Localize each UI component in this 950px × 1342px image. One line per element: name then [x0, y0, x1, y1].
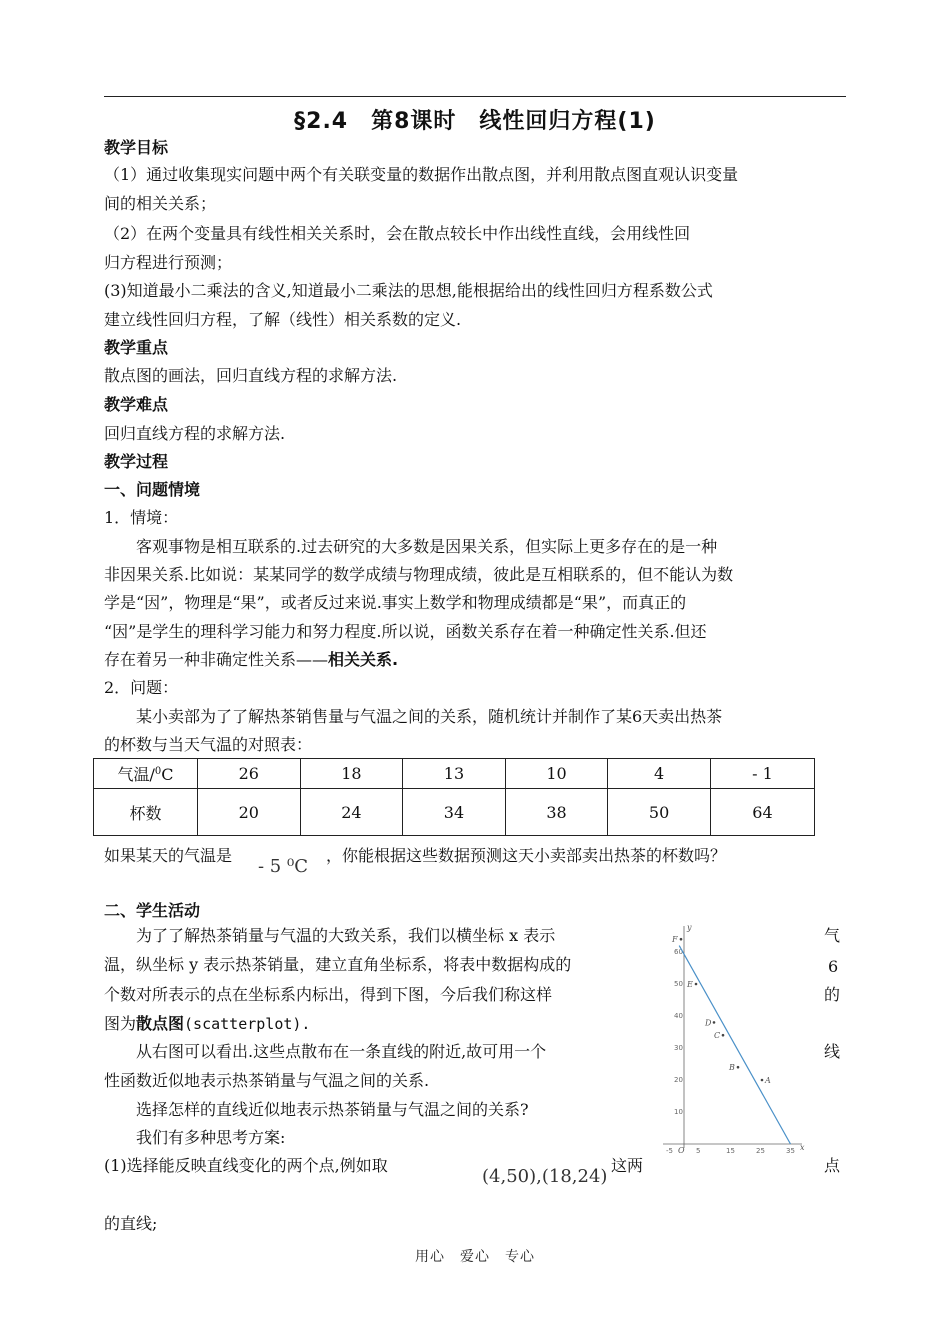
section1-heading: 一、问题情境: [104, 480, 201, 499]
origin-label: O: [678, 1146, 685, 1155]
y-tick-label: 30: [674, 1044, 683, 1052]
y-tick-label: 10: [674, 1108, 683, 1116]
goal-line: 建立线性回归方程，了解（线性）相关系数的定义.: [104, 310, 462, 329]
item1-label: 1．情境：: [104, 508, 179, 527]
table-cell: - 1: [710, 759, 814, 789]
temp-label: 气温/: [117, 765, 155, 784]
scatter-term: 散点图: [136, 1014, 185, 1033]
para-line: 非因果关系.比如说：某某同学的数学成绩与物理成绩，彼此是互相联系的，但不能认为数: [104, 565, 734, 584]
para-last-prefix: 存在着另一种非确定性关系——: [104, 650, 329, 669]
difficulties-heading: 教学难点: [104, 395, 169, 414]
activity-line: 性函数近似地表示热茶销量与气温之间的关系.: [104, 1071, 430, 1090]
difficulties-text: 回归直线方程的求解方法.: [104, 424, 286, 443]
page-footer: 用心 爱心 专心: [415, 1249, 535, 1265]
key-points-heading: 教学重点: [104, 338, 169, 357]
activity-line: 我们有多种思考方案:: [104, 1128, 286, 1147]
temp-unit-sup: 0: [154, 766, 162, 777]
table-cell: 18: [300, 759, 403, 789]
point-label: B: [729, 1063, 735, 1073]
table-cell: 10: [505, 759, 608, 789]
table-cell: 20: [198, 789, 301, 836]
trend-line: [679, 946, 790, 1144]
right-edge-char: 气: [824, 926, 841, 945]
x-tick-label: 25: [756, 1147, 765, 1155]
activity-line: 从右图可以看出.这些点散布在一条直线的附近,故可用一个: [104, 1042, 547, 1061]
table-cell: 38: [505, 789, 608, 836]
data-point: [695, 983, 698, 986]
table-cell: 13: [403, 759, 506, 789]
y-tick-label: 20: [674, 1076, 683, 1084]
x-tick-label: 5: [696, 1147, 701, 1155]
point-label: F: [672, 935, 678, 945]
point-label: C: [714, 1031, 721, 1041]
point-label: D: [705, 1018, 712, 1028]
activity-line: 温，纵坐标 y 表示热茶销量，建立直角坐标系，将表中数据构成的: [104, 955, 572, 974]
point-label: A: [765, 1076, 771, 1085]
question-prefix: 如果某天的气温是: [104, 846, 233, 865]
table-header-cell: [94, 759, 198, 789]
table-cell: 26: [198, 759, 301, 789]
table-cell: 50: [608, 789, 711, 836]
data-point: [761, 1079, 764, 1082]
scatter-prefix: 图为: [104, 1014, 137, 1033]
goals-heading: 教学目标: [104, 138, 169, 157]
goal-line: （2）在两个变量具有线性相关关系时，会在散点较长中作出线性直线，会用线性回: [104, 224, 691, 243]
para-line: 客观事物是相互联系的.过去研究的大多数是因果关系，但实际上更多存在的是一种: [104, 537, 718, 556]
problem-line: 的杯数与当天气温的对照表：: [104, 735, 313, 754]
activity-line: 个数对所表示的点在坐标系内标出，得到下图，今后我们称这样: [104, 985, 553, 1004]
key-points-text: 散点图的画法，回归直线方程的求解方法.: [104, 366, 398, 385]
right-edge-char: 线: [824, 1042, 841, 1061]
data-table: [93, 758, 815, 836]
points-formula: (4,50),(18,24): [482, 1166, 608, 1187]
scatter-plot: [660, 918, 805, 1158]
right-edge-char: 点: [824, 1156, 841, 1175]
right-edge-char: 的: [824, 985, 841, 1004]
y-tick-label: 40: [674, 1012, 683, 1020]
data-point: [722, 1034, 725, 1037]
question-suffix: ，你能根据这些数据预测这天小卖部卖出热茶的杯数吗？: [326, 846, 727, 865]
header-rule: [104, 96, 846, 97]
para-line: “因”是学生的理科学习能力和努力程度.所以说，函数关系存在着一种确定性关系.但还: [104, 622, 707, 641]
temp-unit: C: [161, 765, 174, 784]
y-tick-label: 60: [674, 948, 683, 956]
x-axis-label: x: [800, 1143, 805, 1152]
table-cell: 4: [608, 759, 711, 789]
data-point: [680, 938, 683, 941]
table-row: [94, 759, 815, 789]
table-row: [94, 789, 815, 836]
y-axis-label: y: [687, 923, 692, 932]
activity-line: 为了了解热茶销量与气温的大致关系，我们以横坐标 x 表示: [104, 926, 556, 945]
para-line: 学是“因”，物理是“果”，或者反过来说.事实上数学和物理成绩都是“果”，而真正的: [104, 593, 687, 612]
table-cell: 24: [300, 789, 403, 836]
goal-line: (3)知道最小二乘法的含义,知道最小二乘法的思想,能根据给出的线性回归方程系数公式: [104, 281, 713, 300]
process-heading: 教学过程: [104, 452, 169, 471]
table-header-cell: 杯数: [94, 789, 198, 836]
activity-line: 的直线;: [104, 1214, 158, 1233]
goal-line: 归方程进行预测；: [104, 253, 233, 272]
question-formula: - 5 ⁰C: [258, 856, 308, 877]
x-tick-label: -5: [666, 1147, 673, 1155]
goal-line: （1）通过收集现实问题中两个有关联变量的数据作出散点图，并利用散点图直观认识变量: [104, 165, 739, 184]
data-point: [713, 1021, 716, 1024]
goal-line: 间的相关关系；: [104, 194, 217, 213]
activity-line-suffix: 这两: [611, 1156, 644, 1175]
para-line-last: [104, 650, 398, 670]
table-cell: 64: [710, 789, 814, 836]
activity-line-prefix: (1)选择能反映直线变化的两个点,例如取: [104, 1156, 388, 1175]
x-tick-label: 35: [786, 1147, 795, 1155]
point-label: E: [687, 980, 693, 989]
activity-line: 选择怎样的直线近似地表示热茶销量与气温之间的关系?: [104, 1100, 529, 1119]
scatter-english: (scatterplot).: [184, 1015, 311, 1033]
data-point: [737, 1066, 740, 1069]
item2-label: 2．问题：: [104, 678, 179, 697]
activity-line-scatter: [104, 1014, 310, 1034]
correlation-term: 相关关系.: [328, 650, 399, 669]
problem-line: 某小卖部为了了解热茶销售量与气温之间的关系，随机统计并制作了某6天卖出热茶: [104, 707, 723, 726]
x-tick-label: 15: [726, 1147, 735, 1155]
table-cell: 34: [403, 789, 506, 836]
page-title: §2.4 第8课时 线性回归方程(1): [294, 109, 656, 134]
right-edge-char: 6: [828, 957, 839, 976]
section2-heading: 二、学生活动: [104, 901, 201, 920]
y-tick-label: 50: [674, 980, 683, 988]
